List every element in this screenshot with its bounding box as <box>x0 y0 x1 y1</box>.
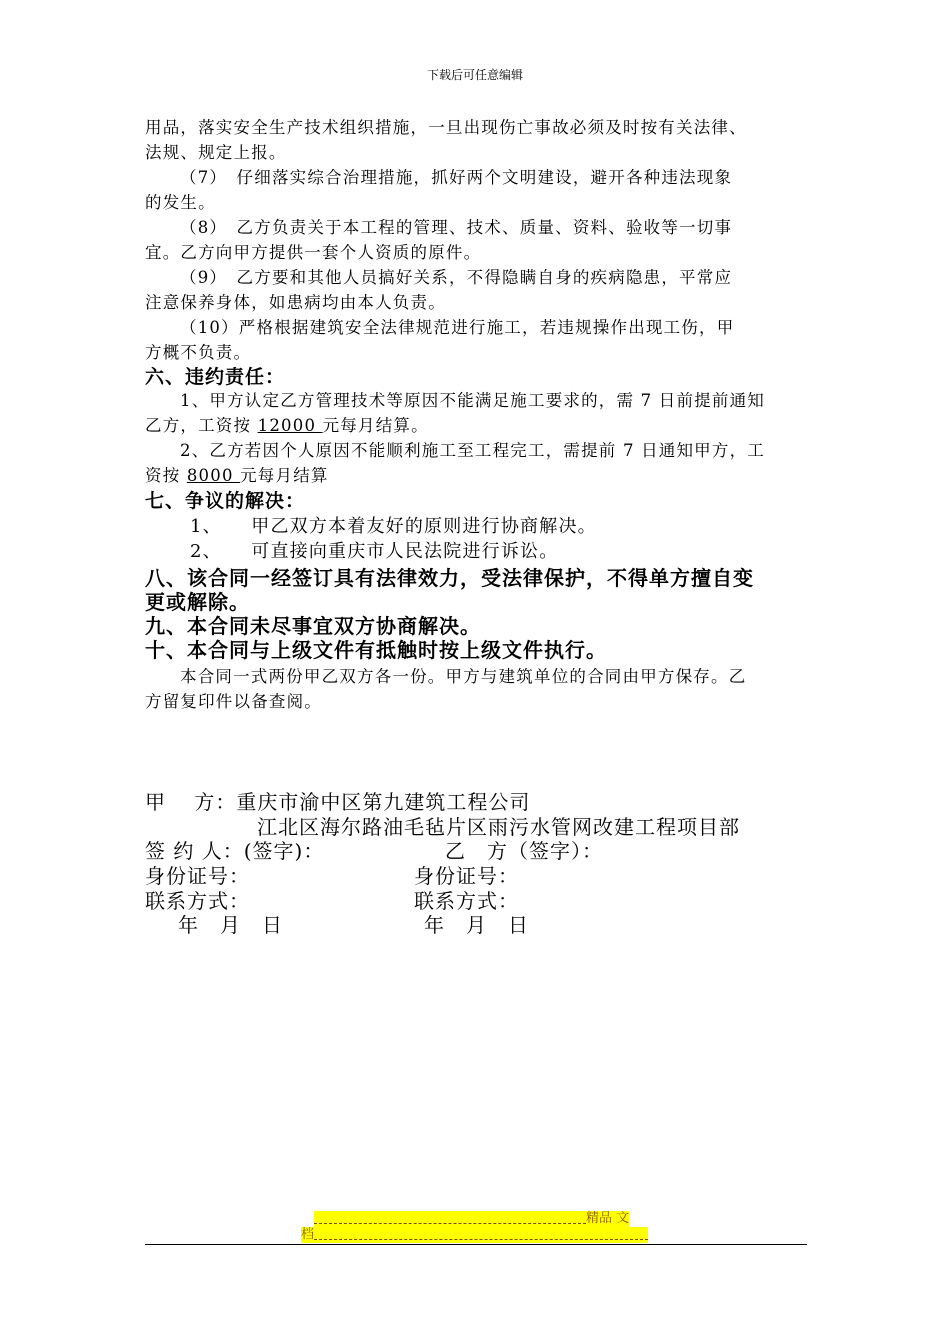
clause-7: （7） 仔细落实综合治理措施，抓好两个文明建设，避开各种违法现象 <box>180 168 733 187</box>
salary-value: 12000 <box>257 416 323 435</box>
body-line: 1、甲方认定乙方管理技术等原因不能满足施工要求的，需 7 日前提前通知 <box>180 391 765 410</box>
date-field-b: 年 月 日 <box>424 913 529 937</box>
body-line: 方概不负责。 <box>145 343 252 362</box>
clause-8: （8） 乙方负责关于本工程的管理、技术、质量、资料、验收等一切事 <box>180 218 733 237</box>
section-heading-8-cont: 更或解除。 <box>145 590 250 614</box>
id-field-b: 身份证号： <box>414 864 519 888</box>
clause-9: （9） 乙方要和其他人员搞好关系，不得隐瞒自身的疾病隐患，平常应 <box>180 268 733 287</box>
section-heading-8: 八、该合同一经签订具有法律效力，受法律保护，不得单方擅自变 <box>145 566 754 590</box>
body-line: 本合同一式两份甲乙双方各一份。甲方与建筑单位的合同由甲方保存。乙 <box>180 667 747 686</box>
body-line: 用品，落实安全生产技术组织措施，一旦出现伤亡事故必须及时按有关法律、 <box>145 118 747 137</box>
section-heading-9: 九、本合同未尽事宜双方协商解决。 <box>145 614 481 638</box>
contact-field-a: 联系方式： <box>145 889 250 913</box>
section-heading-10: 十、本合同与上级文件有抵触时按上级文件执行。 <box>145 638 607 662</box>
body-line: 法规、规定上报。 <box>145 143 287 162</box>
body-line: 宜。乙方向甲方提供一套个人资质的原件。 <box>145 243 482 262</box>
date-field-a: 年 月 日 <box>178 913 283 937</box>
section-heading-6: 六、违约责任： <box>145 366 286 388</box>
footer-divider <box>145 1244 807 1245</box>
body-line: 资按 8000 元每月结算 <box>145 466 329 485</box>
body-line: 1、 甲乙双方本着友好的原则进行协商解决。 <box>190 516 597 537</box>
contact-field-b: 联系方式： <box>414 889 519 913</box>
section-heading-7: 七、争议的解决： <box>145 490 306 512</box>
footer-banner-bottom: 档 <box>301 1227 648 1243</box>
footer-banner-top: 精品 文 <box>314 1211 629 1227</box>
page-header: 下载后可任意编辑 <box>426 68 523 82</box>
body-line: 2、 可直接向重庆市人民法院进行诉讼。 <box>190 541 559 562</box>
clause-10: （10）严格根据建筑安全法律规范进行施工，若违规操作出现工伤，甲 <box>180 318 735 337</box>
party-a-name: 甲 方：重庆市渝中区第九建筑工程公司 <box>145 790 531 814</box>
id-field-a: 身份证号： <box>145 864 250 888</box>
body-line: 方留复印件以备查阅。 <box>145 692 322 711</box>
party-b-field: 乙 方（签字）： <box>445 839 603 863</box>
body-line: 的发生。 <box>145 193 216 212</box>
body-line: 注意保养身体，如患病均由本人负责。 <box>145 293 446 312</box>
salary-value: 8000 <box>186 466 241 485</box>
body-line: 乙方，工资按 12000 元每月结算。 <box>145 416 429 435</box>
signer-field: 签 约 人：(签字)： <box>145 839 325 863</box>
body-line: 2、乙方若因个人原因不能顺利施工至工程完工，需提前 7 日通知甲方，工 <box>180 441 765 460</box>
project-name: 江北区海尔路油毛毡片区雨污水管网改建工程项目部 <box>257 815 740 839</box>
